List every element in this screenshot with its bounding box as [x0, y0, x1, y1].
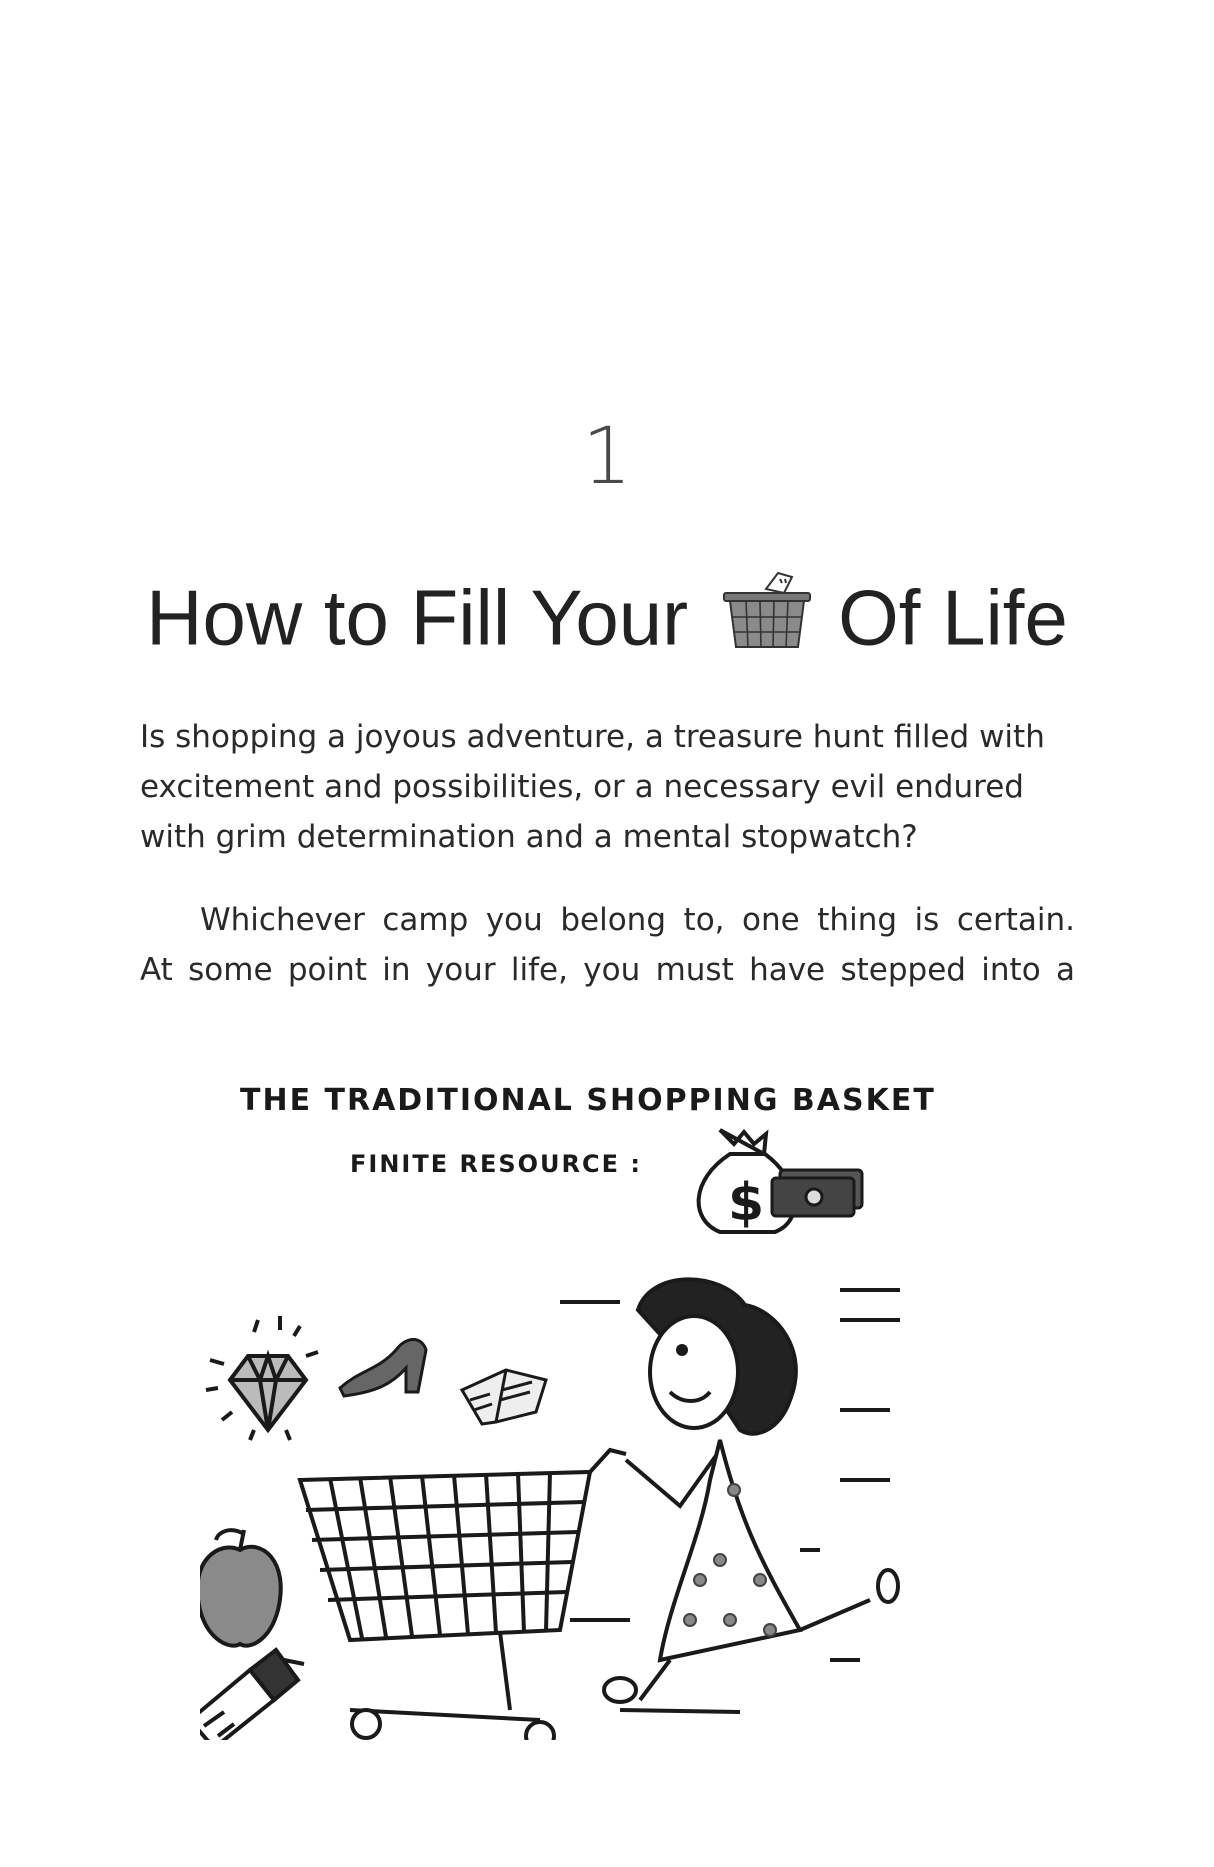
apple-icon — [200, 1530, 281, 1646]
chapter-number: 1 — [582, 412, 632, 502]
diamond-icon — [206, 1316, 318, 1440]
paragraph-1: Is shopping a joyous adventure, a treasure hunt filled with excitement and possibilities, or a necessary evil endured with grim determination and a mental stopwatch? — [140, 719, 1045, 855]
running-girl-illustration — [604, 1279, 898, 1702]
open-book-icon — [462, 1370, 546, 1424]
paragraph-2-line-1: Whichever camp you belong to, one thing is certain. — [200, 902, 1075, 938]
paragraph-2-line-2: At some point in your life, you must have stepped into a — [140, 952, 1075, 988]
illustration-caption-1: THE TRADITIONAL SHOPPING BASKET — [240, 1083, 936, 1118]
svg-text:$: $ — [728, 1173, 765, 1233]
cash-icon — [772, 1170, 862, 1216]
high-heel-shoe-icon — [340, 1340, 426, 1397]
chapter-title — [0, 572, 1214, 662]
title-part-1: How to Fill Your — [146, 573, 689, 662]
shopping-basket-icon — [718, 567, 816, 651]
paragraph-2 — [140, 895, 1075, 995]
illustration-caption-2: FINITE RESOURCE : — [350, 1150, 642, 1178]
shopping-cart-illustration — [200, 1020, 1080, 1740]
chocolate-bar-icon — [200, 1650, 298, 1740]
title-part-2: Of Life — [838, 573, 1068, 662]
